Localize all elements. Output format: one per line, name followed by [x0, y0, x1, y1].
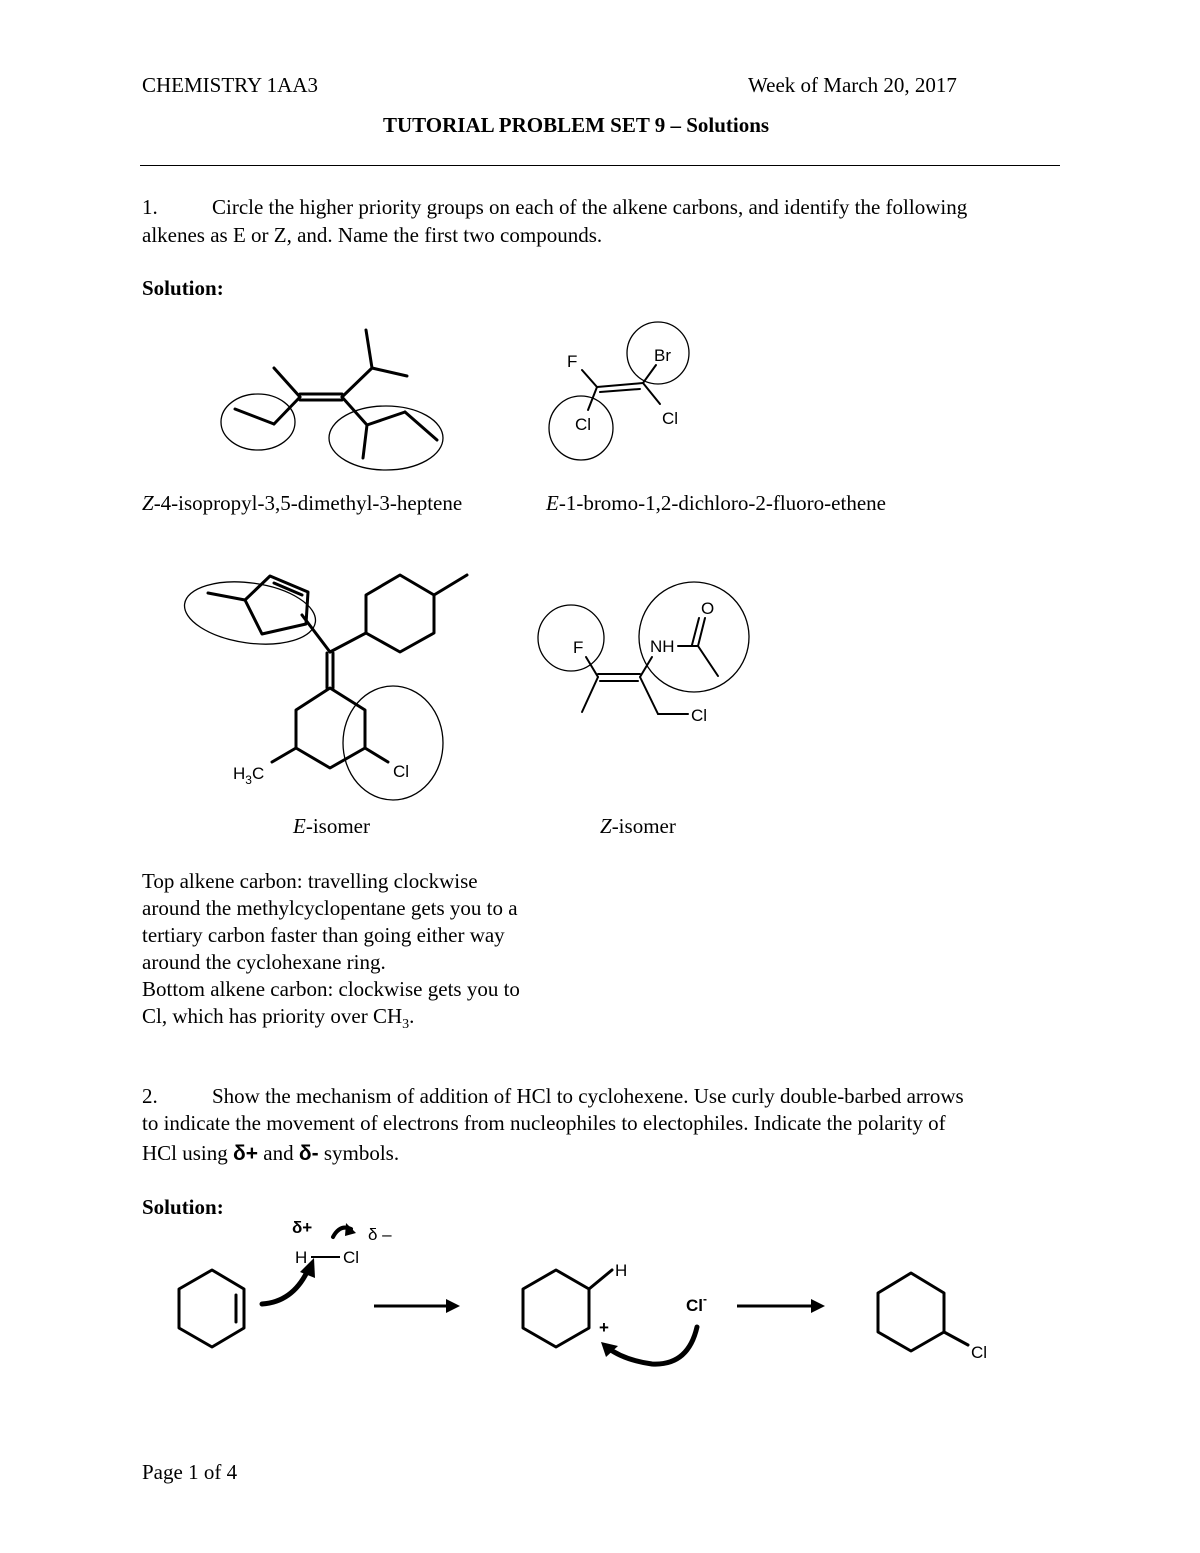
- explanation-line: around the cyclohexane ring.: [142, 950, 386, 974]
- hcl-h-atom: H: [295, 1248, 308, 1267]
- arrow-head: [446, 1299, 460, 1313]
- explanation-line: Bottom alkene carbon: clockwise gets you to: [142, 977, 520, 1001]
- mol2-atom-cl: Cl: [575, 415, 592, 434]
- mol3-atom-cl: Cl: [393, 762, 410, 781]
- mol2-structure: [582, 365, 660, 410]
- mol3-name: E-isomer: [293, 814, 370, 838]
- product-cl-atom: Cl: [971, 1343, 988, 1362]
- date-label: Week of March 20, 2017: [748, 73, 957, 97]
- delta-plus-symbol: δ+: [292, 1218, 313, 1237]
- mol4-atom-cl: Cl: [691, 706, 708, 725]
- mol4-name: Z-isomer: [600, 814, 676, 838]
- mol4-atom-o: O: [701, 599, 715, 618]
- mol4-atom-f: F: [573, 638, 584, 657]
- mol3-atom-h3c: $H_3C$: [233, 764, 265, 787]
- mol4-atom-nh: NH: [650, 637, 675, 656]
- chloride-ion: Cl-: [686, 1292, 707, 1315]
- priority-circle: [343, 686, 443, 800]
- priority-circle: [329, 406, 443, 470]
- q1-text-line2: alkenes as E or Z, and. Name the first two compounds.: [142, 223, 603, 247]
- arrow-head: [345, 1223, 356, 1236]
- mol4-structure: [582, 618, 718, 714]
- delta-minus-symbol: δ –: [368, 1225, 392, 1244]
- hcl-cl-atom: Cl: [343, 1248, 360, 1267]
- q1-solution-label: Solution:: [142, 276, 224, 300]
- q2-solution-label: Solution:: [142, 1195, 224, 1219]
- q1-text-line1: Circle the higher priority groups on each of the alkene carbons, and identify the following: [212, 195, 968, 219]
- page-number: Page 1 of 4: [142, 1460, 238, 1484]
- chlorocyclohexane-structure: [878, 1273, 968, 1351]
- carbocation-charge: +: [599, 1318, 609, 1337]
- q2-text-line2: to indicate the movement of electrons from nucleophiles to electophiles. Indicate the polarity of: [142, 1111, 946, 1135]
- page-title: TUTORIAL PROBLEM SET 9 – Solutions: [383, 113, 770, 137]
- cyclohexene-structure: [179, 1270, 244, 1347]
- curly-arrow-chloride-attack: [608, 1327, 697, 1364]
- curly-arrow-alkene-to-h: [262, 1272, 307, 1304]
- explanation-line: tertiary carbon faster than going either way: [142, 923, 505, 947]
- arrow-head: [811, 1299, 825, 1313]
- explanation-line: Top alkene carbon: travelling clockwise: [142, 869, 478, 893]
- explanation-last-line: Cl, which has priority over $CH_3$.: [142, 1004, 415, 1033]
- mol1-name: Z-4-isopropyl-3,5-dimethyl-3-heptene: [142, 491, 463, 515]
- mol2-atom-br: Br: [654, 346, 671, 365]
- cation-h-atom: H: [615, 1261, 628, 1280]
- q2-number: 2.: [142, 1084, 158, 1108]
- priority-circle: [538, 605, 604, 671]
- q2-text-line3: HCl using δ+ and δ- symbols.: [142, 1141, 400, 1165]
- priority-circle: [221, 394, 295, 450]
- q1-number: 1.: [142, 195, 158, 219]
- mol3-structure: [208, 575, 467, 768]
- mol2-atom-f: F: [567, 352, 578, 371]
- explanation-line: around the methylcyclopentane gets you to a: [142, 896, 518, 920]
- mol2-atom-cl: Cl: [662, 409, 679, 428]
- mol2-name: E-1-bromo-1,2-dichloro-2-fluoro-ethene: [546, 491, 886, 515]
- course-title: CHEMISTRY 1AA3: [142, 73, 318, 97]
- q2-text-line1: Show the mechanism of addition of HCl to cyclohexene. Use curly double-barbed arrows: [212, 1084, 964, 1108]
